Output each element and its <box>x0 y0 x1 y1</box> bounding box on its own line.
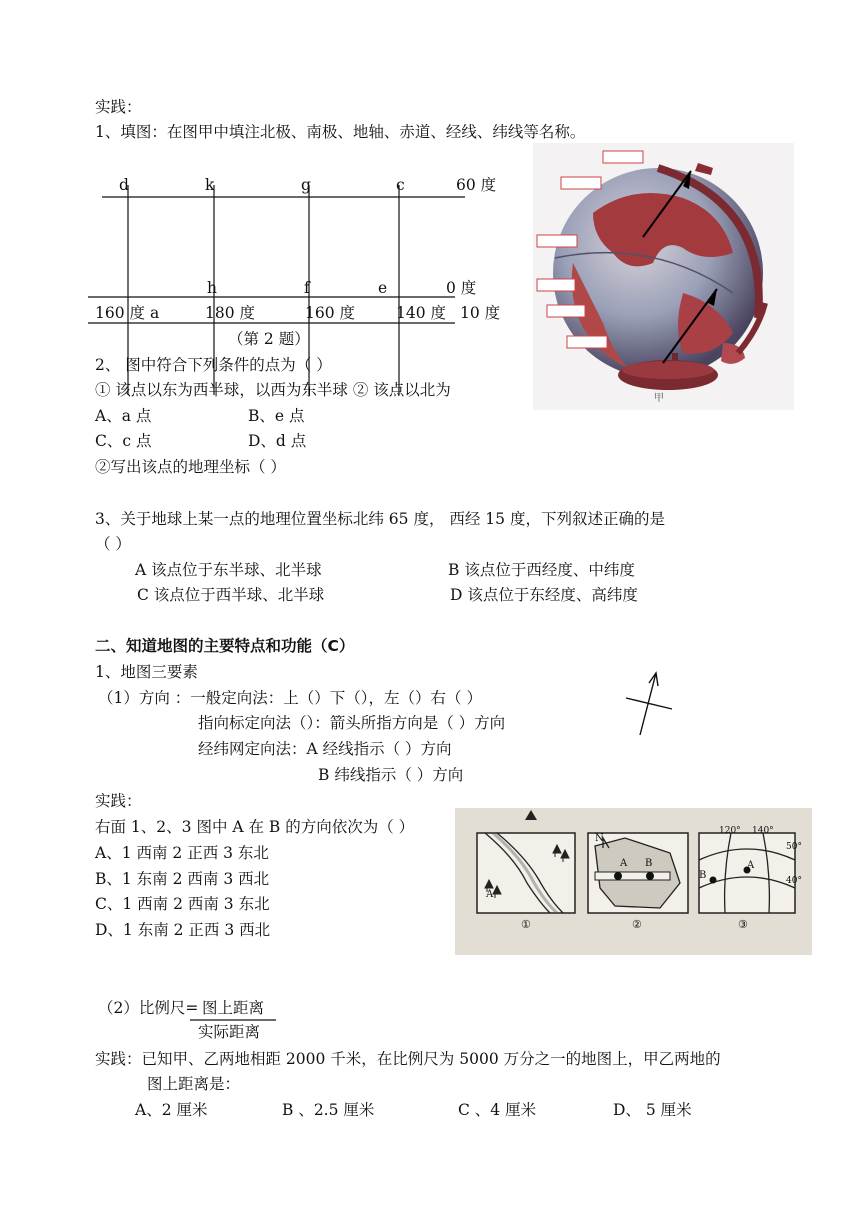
grid-label-e: e <box>378 279 388 297</box>
map3-lon-140: 140° <box>752 826 774 836</box>
q3-option-a: A 该点位于东半球、北半球 <box>135 561 322 579</box>
scale-numerator: 图上距离 <box>202 999 265 1017</box>
grid-label-0: 0 度 <box>446 279 477 297</box>
grid-label-k: k <box>205 176 215 194</box>
scale-denominator: 实际距离 <box>198 1023 261 1041</box>
section-2-title: 二、知道地图的主要特点和功能（C） <box>95 637 355 655</box>
grid-label-60: 60 度 <box>456 176 497 194</box>
practice-2-option-c: C、1 西南 2 西南 3 东北 <box>95 895 270 913</box>
globe-image <box>533 143 794 410</box>
grid-label-10: 10 度 <box>460 304 501 322</box>
map2-label-n: N <box>595 833 604 844</box>
scale-question-2: 图上距离是： <box>147 1075 241 1093</box>
map3-label-a: A <box>747 860 755 871</box>
grid-label-d: d <box>119 176 129 194</box>
grid-label-f: f <box>304 279 310 297</box>
scale-option-d: D、 5 厘米 <box>613 1101 692 1119</box>
question-2: 2、 图中符合下列条件的点为（ ） <box>95 356 332 374</box>
map3-lat-40: 40° <box>786 876 802 886</box>
q3-option-d: D 该点位于东经度、高纬度 <box>450 586 638 604</box>
direction-arrow: 指向标定向法（）：箭头所指方向是（ ）方向 <box>198 714 506 732</box>
scale-question: 实践：已知甲、乙两地相距 2000 千米，在比例尺为 5000 万分之一的地图上，甲乙两地的 <box>95 1050 721 1068</box>
practice-2-option-a: A、1 西南 2 正西 3 东北 <box>95 844 269 862</box>
map2-number: ② <box>632 918 642 931</box>
direction-grid-b: B 纬线指示（ ）方向 <box>318 766 464 784</box>
q2-coordinate: ②写出该点的地理坐标（ ） <box>95 458 286 476</box>
q3-paren: （ ） <box>95 535 131 553</box>
map3-label-b: B <box>699 870 707 881</box>
scale-option-c: C 、4 厘米 <box>458 1101 537 1119</box>
q2-option-c: C、c 点 <box>95 432 152 450</box>
scale-lead: （2）比例尺= <box>98 999 199 1017</box>
grid-label-160a: 160 度 a <box>95 304 160 322</box>
q2-option-a: A、a 点 <box>95 407 152 425</box>
grid-caption: （第 2 题） <box>228 330 310 348</box>
question-2-condition: ① 该点以东为西半球，以西为东半球 ② 该点以北为 <box>95 381 451 399</box>
practice-2-option-b: B、1 东南 2 西南 3 西北 <box>95 870 270 888</box>
map2-label-a: A <box>620 858 628 869</box>
grid-label-h: h <box>207 279 217 297</box>
map3-lat-50: 50° <box>786 842 802 852</box>
map3-number: ③ <box>738 918 748 931</box>
direction-general: （1）方向 ：一般定向法：上（）下（），左（）右（ ） <box>98 689 482 707</box>
question-1: 1、填图：在图甲中填注北极、南极、地轴、赤道、经线、纬线等名称。 <box>95 123 586 141</box>
grid-label-c: c <box>396 176 405 194</box>
direction-grid-a: 经纬网定向法：A 经线指示（ ）方向 <box>198 740 452 758</box>
question-3: 3、关于地球上某一点的地理位置坐标北纬 65 度， 西经 15 度，下列叙述正确的是 <box>95 510 665 528</box>
q2-option-b: B、e 点 <box>248 407 305 425</box>
grid-label-140: 140 度 <box>396 304 447 322</box>
practice-2-option-d: D、1 东南 2 正西 3 西北 <box>95 921 271 939</box>
globe-caption: 甲 <box>654 393 664 404</box>
scale-option-a: A、2 厘米 <box>135 1101 208 1119</box>
q3-option-c: C 该点位于西半球、北半球 <box>137 586 325 604</box>
practice-2-stem: 右面 1、2、3 图中 A 在 B 的方向依次为（ ） <box>95 818 415 836</box>
map1-number: ① <box>521 918 531 931</box>
grid-label-g: g <box>301 176 311 194</box>
grid-label-160: 160 度 <box>305 304 356 322</box>
q2-option-d: D、d 点 <box>248 432 307 450</box>
map1-label-a: A <box>486 889 494 900</box>
practice-heading: 实践： <box>95 98 142 116</box>
map2-label-b: B <box>645 858 653 869</box>
scale-option-b: B 、2.5 厘米 <box>282 1101 375 1119</box>
practice-2-heading: 实践： <box>95 792 142 810</box>
q3-option-b: B 该点位于西经度、中纬度 <box>448 561 635 579</box>
north-arrow-icon <box>620 665 680 740</box>
grid-label-180: 180 度 <box>205 304 256 322</box>
map3-lon-120: 120° <box>719 826 741 836</box>
section-2-item-1: 1、地图三要素 <box>95 663 198 681</box>
